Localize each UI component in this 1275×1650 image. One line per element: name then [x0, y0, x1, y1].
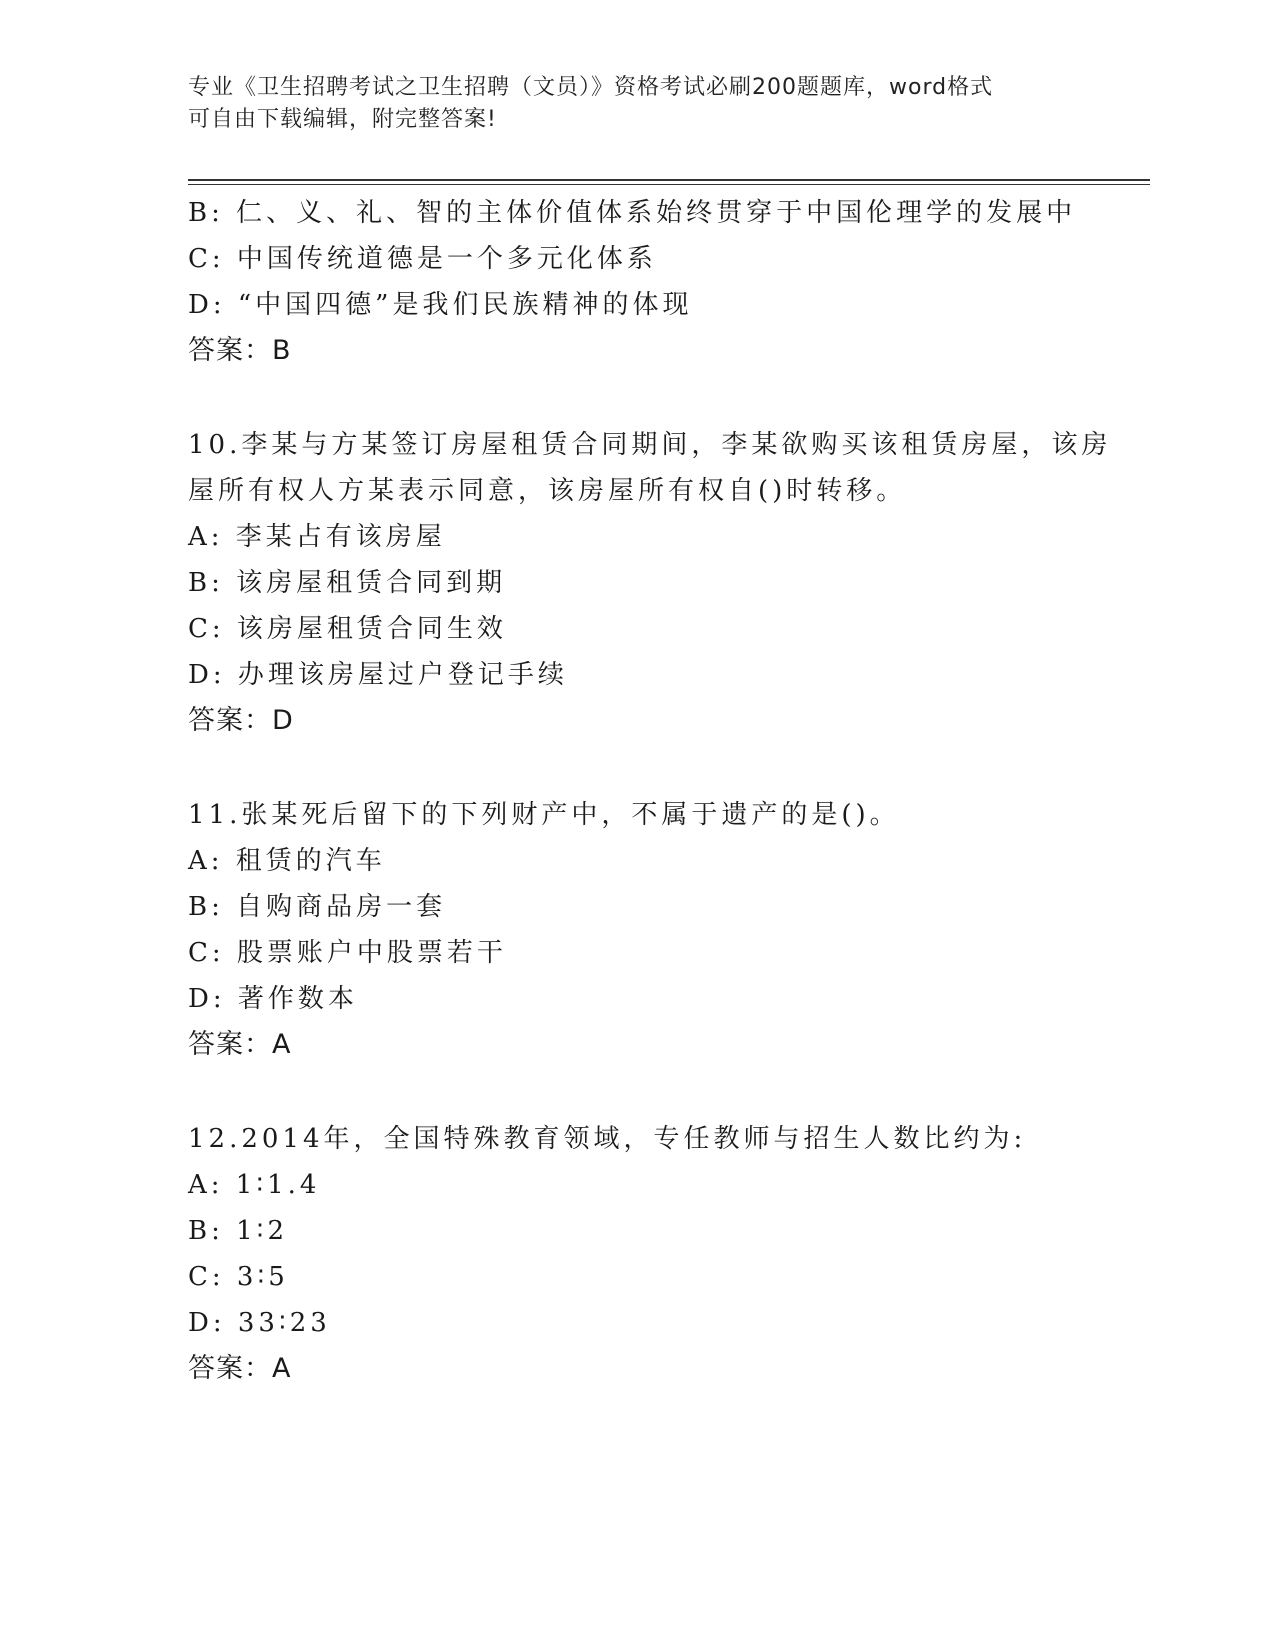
option-c: C: 中国传统道德是一个多元化体系	[188, 244, 657, 274]
answer-text: 答案：A	[188, 1029, 292, 1060]
question-stem-line-1: 10.李某与方某签订房屋租赁合同期间，李某欲购买该租赁房屋，该房	[188, 430, 1112, 460]
answer-text: 答案：B	[188, 335, 292, 366]
question-stem-line-2: 屋所有权人方某表示同意，该房屋所有权自()时转移。	[188, 476, 907, 506]
option-c: C: 该房屋租赁合同生效	[188, 614, 507, 644]
question-10	[188, 422, 1112, 744]
question-stem-line-1: 11.张某死后留下的下列财产中，不属于遗产的是()。	[188, 800, 900, 830]
option-d: D: 著作数本	[188, 984, 358, 1014]
option-a: A: 租赁的汽车	[188, 846, 386, 876]
option-c: C: 3∶5	[188, 1262, 289, 1292]
spacer	[188, 744, 1088, 792]
answer-text: 答案：A	[188, 1353, 292, 1384]
header-line-2: 可自由下载编辑，附完整答案!	[188, 107, 497, 132]
option-a: A: 李某占有该房屋	[188, 522, 446, 552]
option-d: D: 办理该房屋过户登记手续	[188, 660, 568, 690]
question-9	[188, 190, 1088, 374]
document-header	[188, 72, 1088, 136]
header-divider-thick	[188, 179, 1150, 181]
header-divider-thin	[188, 184, 1150, 185]
question-list	[188, 190, 1112, 1392]
header-line-1: 专业《卫生招聘考试之卫生招聘（文员）》资格考试必刷200题题库，word格式	[188, 75, 994, 100]
spacer	[188, 1068, 1088, 1116]
spacer	[188, 374, 1088, 422]
option-d: D: 33∶23	[188, 1308, 331, 1338]
question-12	[188, 1116, 1088, 1392]
question-stem-line-1: 12.2014年，全国特殊教育领域，专任教师与招生人数比约为:	[188, 1124, 1027, 1154]
option-b: B: 该房屋租赁合同到期	[188, 568, 507, 598]
option-b: B: 自购商品房一套	[188, 892, 447, 922]
option-c: C: 股票账户中股票若干	[188, 938, 507, 968]
option-b: B: 1∶2	[188, 1216, 288, 1246]
option-a: A: 1∶1.4	[188, 1170, 321, 1200]
option-d: D: “中国四德”是我们民族精神的体现	[188, 290, 693, 320]
answer-text: 答案：D	[188, 705, 294, 736]
option-b: B: 仁、义、礼、智的主体价值体系始终贯穿于中国伦理学的发展中	[188, 198, 1077, 228]
question-11	[188, 792, 1088, 1068]
